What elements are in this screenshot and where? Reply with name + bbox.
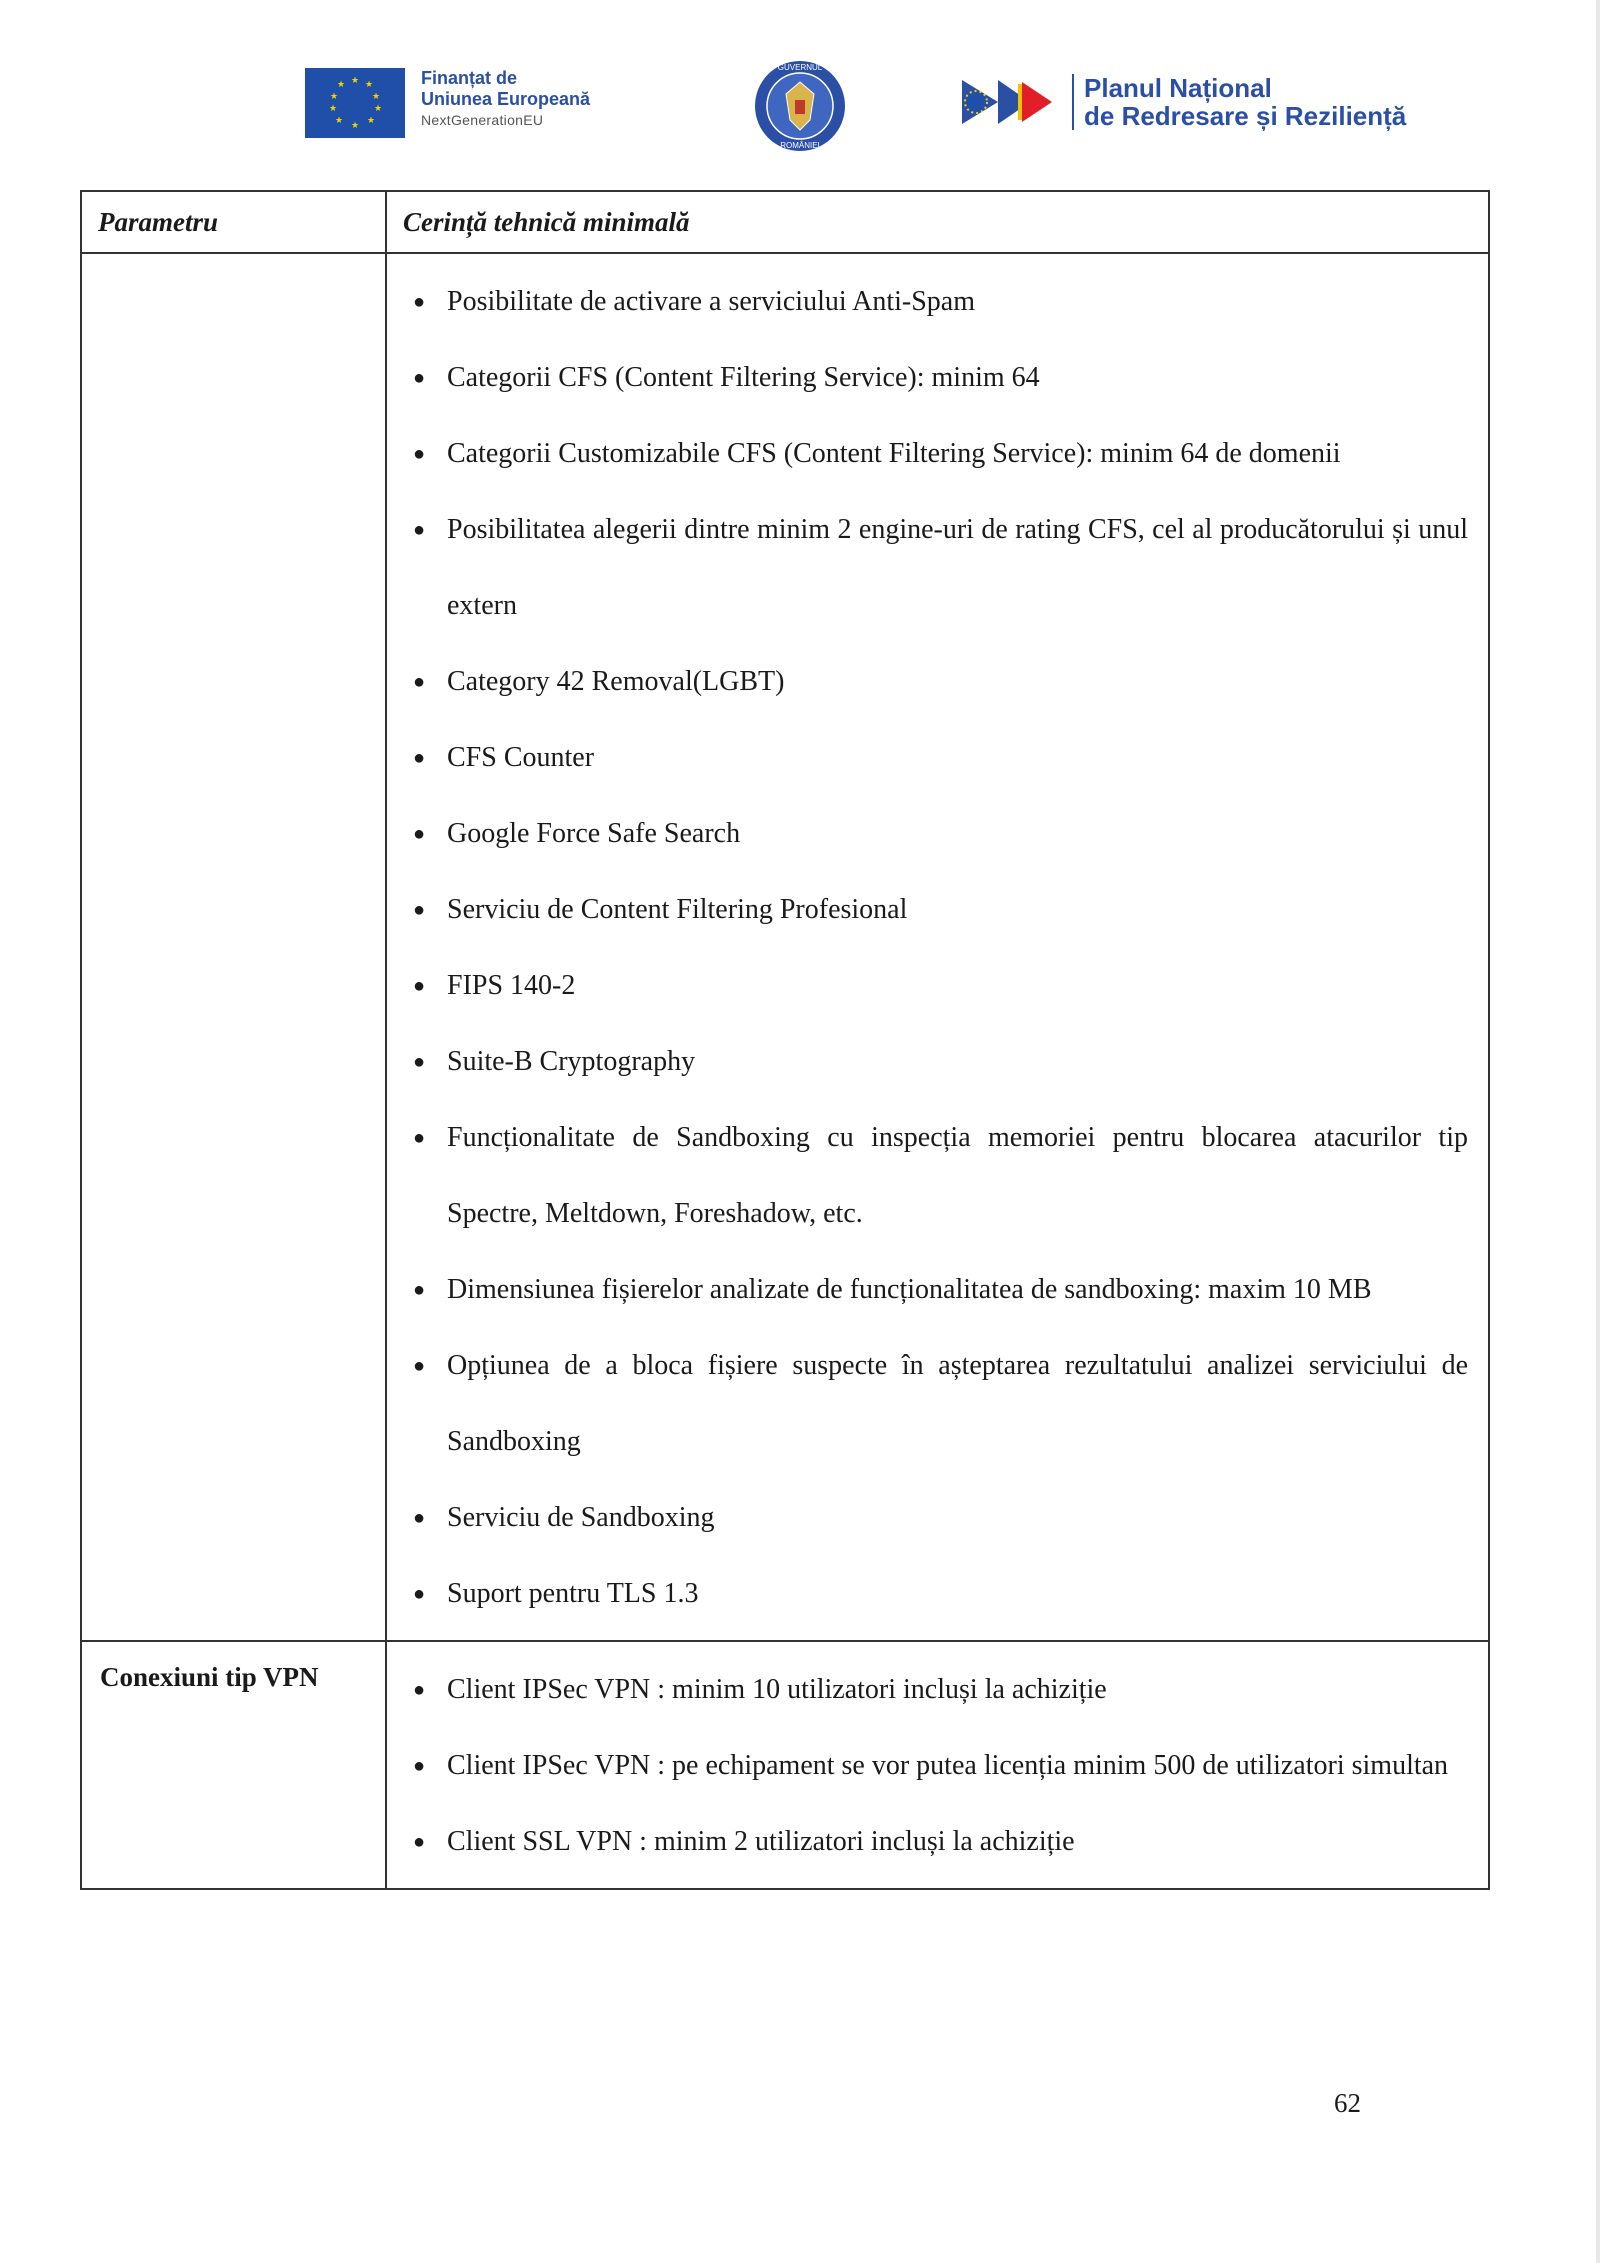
column-header-requirement: Cerință tehnică minimală bbox=[386, 191, 1489, 253]
list-item: ● Category 42 Removal(LGBT) bbox=[405, 644, 1468, 720]
column-header-parameter: Parametru bbox=[81, 191, 386, 253]
list-item: ● Posibilitatea alegerii dintre minim 2 engine-uri de rating CFS, cel al producătorului și unul extern bbox=[405, 492, 1468, 644]
list-item: ● Suport pentru TLS 1.3 bbox=[405, 1556, 1468, 1632]
bullet-icon: ● bbox=[413, 443, 426, 465]
requirement-list bbox=[387, 254, 1488, 1640]
nextgen-label: NextGenerationEU bbox=[421, 112, 544, 128]
table-row bbox=[81, 1641, 1489, 1889]
list-item: ● Categorii Customizabile CFS (Content Filtering Service): minim 64 de domenii bbox=[405, 416, 1468, 492]
requirement-cell bbox=[386, 253, 1489, 1641]
list-item: ● Suite-B Cryptography bbox=[405, 1024, 1468, 1100]
list-item: ● Serviciu de Content Filtering Profesional bbox=[405, 872, 1468, 948]
bullet-icon: ● bbox=[413, 1507, 426, 1529]
pnrr-arrow-icon bbox=[962, 74, 1062, 130]
list-item: ● Categorii CFS (Content Filtering Service): minim 64 bbox=[405, 340, 1468, 416]
list-item: ● Opțiunea de a bloca fișiere suspecte în așteptarea rezultatului analizei serviciului de Sandboxing bbox=[405, 1328, 1468, 1480]
pnrr-title-line2: de Redresare și Reziliență bbox=[1084, 101, 1407, 131]
bullet-icon: ● bbox=[413, 291, 426, 313]
list-item: ● CFS Counter bbox=[405, 720, 1468, 796]
bullet-icon: ● bbox=[413, 1679, 426, 1701]
eu-flag-icon: ★ ★ ★ ★ ★ ★ ★ ★ ★ ★ bbox=[305, 68, 405, 138]
list-item: ● FIPS 140-2 bbox=[405, 948, 1468, 1024]
list-item: ● Google Force Safe Search bbox=[405, 796, 1468, 872]
list-item: ● Dimensiunea fișierelor analizate de funcționalitatea de sandboxing: maxim 10 MB bbox=[405, 1252, 1468, 1328]
parameter-cell bbox=[81, 253, 386, 1641]
requirement-cell bbox=[386, 1641, 1489, 1889]
pnrr-title-line1: Planul Național bbox=[1084, 73, 1272, 103]
list-item: ● Posibilitate de activare a serviciului Anti-Spam bbox=[405, 264, 1468, 340]
bullet-icon: ● bbox=[413, 367, 426, 389]
bullet-icon: ● bbox=[413, 1831, 426, 1853]
requirement-list bbox=[387, 1642, 1488, 1888]
parameter-cell-vpn: Conexiuni tip VPN bbox=[81, 1641, 386, 1889]
pnrr-logo bbox=[962, 74, 1406, 130]
list-item: ● Funcționalitate de Sandboxing cu inspecția memoriei pentru blocarea atacurilor tip Spectre, Meltdown, Foreshadow, etc. bbox=[405, 1100, 1468, 1252]
scan-edge bbox=[1596, 0, 1600, 2263]
bullet-icon: ● bbox=[413, 975, 426, 997]
bullet-icon: ● bbox=[413, 823, 426, 845]
logo-bar bbox=[0, 56, 1600, 156]
eu-union-label: Uniunea Europeană bbox=[421, 89, 591, 109]
requirements-table bbox=[80, 190, 1490, 1890]
eu-funding-logo bbox=[305, 68, 590, 138]
bullet-icon: ● bbox=[413, 519, 426, 541]
table-row bbox=[81, 253, 1489, 1641]
list-item: ● Serviciu de Sandboxing bbox=[405, 1480, 1468, 1556]
list-item: ● Client IPSec VPN : pe echipament se vor putea licenția minim 500 de utilizatori simultan bbox=[405, 1728, 1468, 1804]
eu-funded-label: Finanțat de bbox=[421, 68, 518, 88]
bullet-icon: ● bbox=[413, 747, 426, 769]
seal-bottom-text: ROMÂNIEI bbox=[780, 141, 820, 150]
list-item: ● Client IPSec VPN : minim 10 utilizatori incluși la achiziție bbox=[405, 1652, 1468, 1728]
page-number: 62 bbox=[1334, 2088, 1361, 2118]
bullet-icon: ● bbox=[413, 1755, 426, 1777]
bullet-icon: ● bbox=[413, 1355, 426, 1377]
bullet-icon: ● bbox=[413, 1051, 426, 1073]
bullet-icon: ● bbox=[413, 899, 426, 921]
list-item: ● Client SSL VPN : minim 2 utilizatori incluși la achiziție bbox=[405, 1804, 1468, 1880]
bullet-icon: ● bbox=[413, 1279, 426, 1301]
government-seal-icon bbox=[752, 56, 848, 156]
bullet-icon: ● bbox=[413, 1583, 426, 1605]
seal-top-text: GUVERNUL bbox=[777, 63, 823, 72]
table-header-row bbox=[81, 191, 1489, 253]
bullet-icon: ● bbox=[413, 671, 426, 693]
bullet-icon: ● bbox=[413, 1127, 426, 1149]
